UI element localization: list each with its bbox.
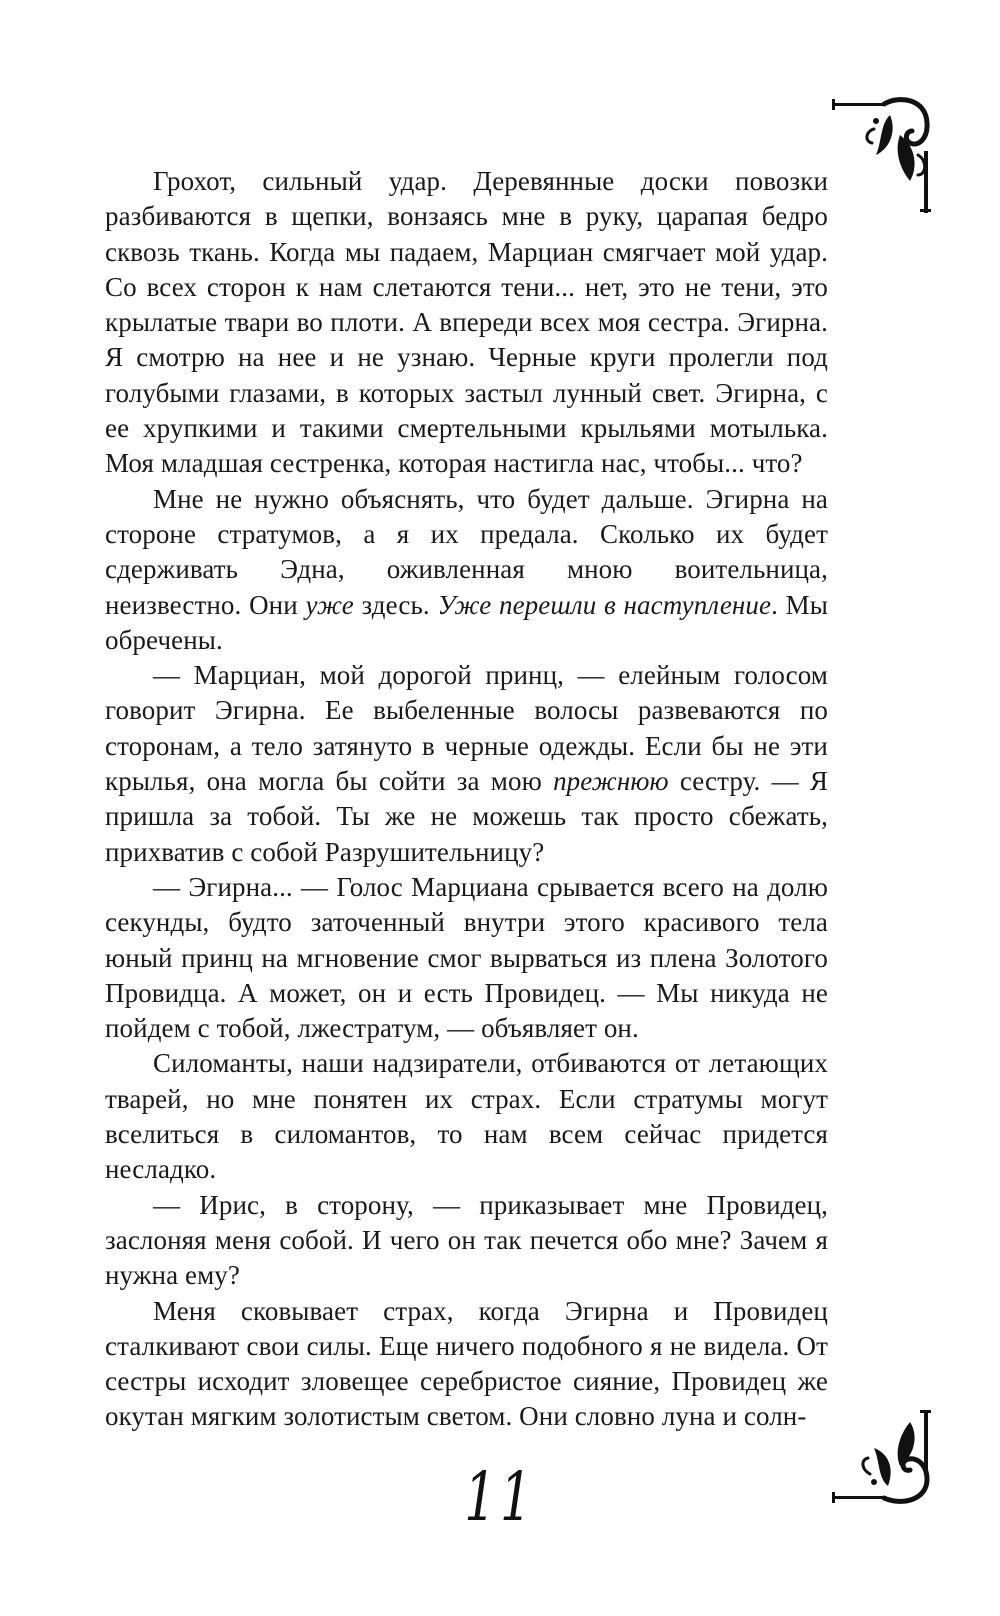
text-run: . Мы обречены. [105, 589, 829, 655]
corner-flourish-icon [830, 95, 940, 215]
text-run: здесь. [353, 589, 438, 620]
text-run: сестру. — Я пришла за тобой. Ты же не можешь так просто сбежать, прихватив с собой Разрушительницу? [105, 766, 828, 867]
italic-text: уже [305, 589, 354, 620]
italic-text: Уже перешли в наступление [437, 589, 772, 620]
paragraph [105, 1046, 828, 1187]
text-run: Мне не нужно объяснять, что будет дальше. Эгирна на стороне стратумов, а я их предала. Сколько их будет сдерживать Эдна, оживленная мною воительница, неизвестно. Они [105, 483, 828, 620]
body-text [105, 164, 828, 1435]
paragraph [105, 1294, 828, 1435]
paragraph [105, 1188, 828, 1294]
text-run: — Ирис, в сторону, — приказывает мне Провидец, заслоняя меня собой. И чего он так печется обо мне? Зачем я нужна ему? [105, 1189, 828, 1291]
paragraph [105, 658, 828, 870]
italic-text: прежнюю [553, 766, 669, 797]
paragraph [105, 164, 828, 482]
text-run: Силоманты, наши надзиратели, отбиваются от летающих тварей, но мне понятен их страх. Если стратумы могут вселиться в силомантов, то нам всем сейчас придется несладко. [105, 1048, 828, 1185]
paragraph [105, 870, 828, 1046]
paragraph [105, 482, 828, 658]
page-number: 11 [464, 1457, 536, 1537]
text-run: — Марциан, мой дорогой принц, — елейным голосом говорит Эгирна. Ее выбеленные волосы развеваются по сторонам, а тело затянуто в черные одежды. Если бы не эти крылья, она могла бы сойти за мою [105, 660, 828, 797]
text-run: — Эгирна... — Голос Марциана срывается всего на долю секунды, будто заточенный внутри этого красивого тела юный принц на мгновение смог вырваться из плена Золотого Провидца. А может, он и есть Провидец. — Мы никуда не пойдем с тобой, лжестратум, — объявляет он. [105, 871, 828, 1044]
text-run: Грохот, сильный удар. Деревянные доски повозки разбиваются в щепки, вонзаясь мне в руку, царапая бедро сквозь ткань. Когда мы падаем, Марциан смягчает мой удар. Со всех сторон к нам слетаются тени... нет, это не тени, это крылатые твари во плоти. А впереди всех моя сестра. Эгирна. Я смотрю на нее и не узнаю. Черные круги пролегли под голубыми глазами, в которых застыл лунный свет. Эгирна, с ее хрупкими и такими смертельными крыльями мотылька. Моя младшая сестренка, которая настигла нас, чтобы... что? [105, 166, 828, 479]
text-run: Меня сковывает страх, когда Эгирна и Провидец сталкивают свои силы. Еще ничего подобного я не видела. От сестры исходит зловещее серебристое сияние, Провидец же окутан мягким золотистым светом. Они словно луна и солн- [105, 1295, 828, 1432]
